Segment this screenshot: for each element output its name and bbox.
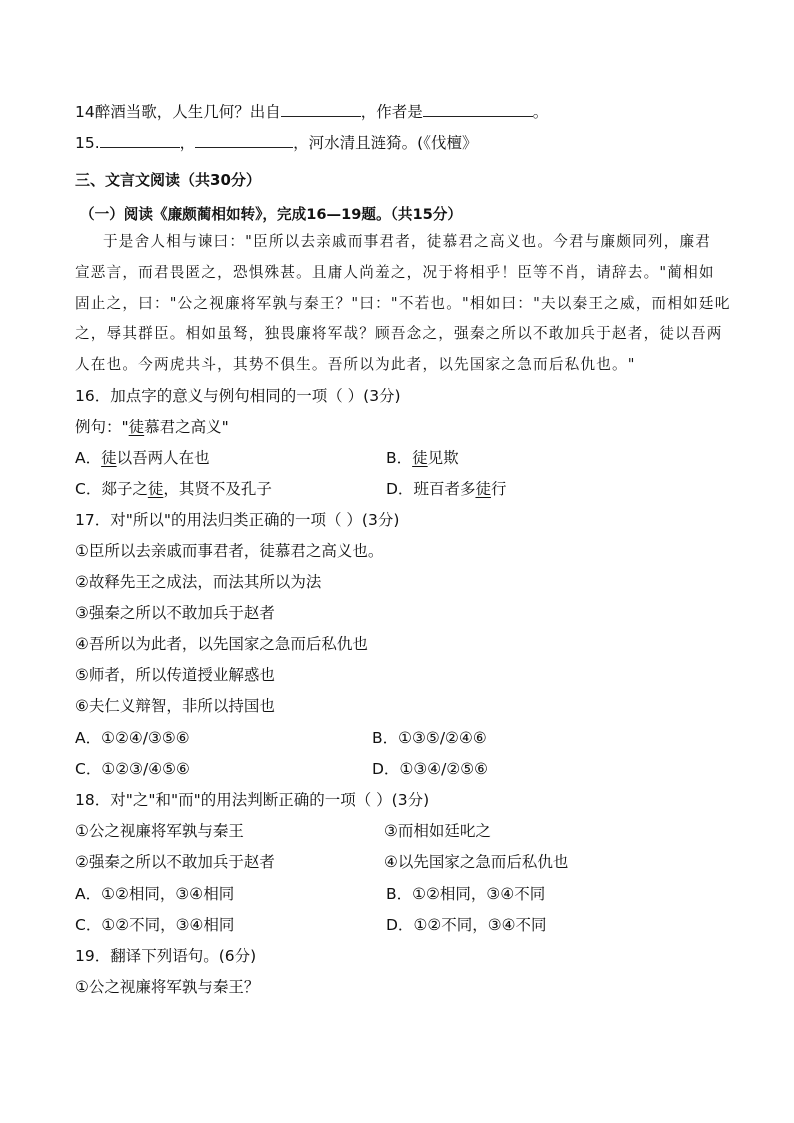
q14-text-post: 。 <box>532 103 549 121</box>
q18-option-b[interactable]: B．①②相同，③④不同 <box>386 885 546 903</box>
q16-stem: 16．加点字的意义与例句相同的一项（ ）(3分) <box>75 387 401 405</box>
subsection-1-title: （一）阅读《廉颇蔺相如转》，完成16—19题。（共15分） <box>80 206 462 223</box>
q17-option-d[interactable]: D．①③④/②⑤⑥ <box>372 760 489 778</box>
q17-item-5: ⑤师者，所以传道授业解惑也 <box>75 666 275 684</box>
q14-text-mid: ，作者是 <box>360 103 423 121</box>
q16-option-c[interactable]: C．郯子之徒，其贤不及孔子 <box>75 480 272 498</box>
q17-option-a[interactable]: A．①②④/③⑤⑥ <box>75 729 190 747</box>
q19-stem: 19．翻译下列语句。(6分) <box>75 947 257 965</box>
passage-line-1: 于是舍人相与谏曰："臣所以去亲戚而事君者，徒慕君之高义也。今君与廉颇同列，廉君 <box>103 233 712 250</box>
q17-item-6: ⑥夫仁义辩智，非所以持国也 <box>75 697 275 715</box>
passage-line-4: 之，辱其群臣。相如虽驽，独畏廉将军哉？顾吾念之，强秦之所以不敢加兵于赵者，徒以吾两 <box>75 325 723 342</box>
q15-text-post: ，河水清且涟猗。(《伐檀》 <box>293 134 478 152</box>
q17-stem: 17．对"所以"的用法归类正确的一项（ ）(3分) <box>75 511 400 529</box>
q18-stem: 18．对"之"和"而"的用法判断正确的一项（ ）(3分) <box>75 791 430 809</box>
q17-item-4: ④吾所以为此者，以先国家之急而后私仇也 <box>75 635 368 653</box>
q16-example: 例句："徒慕君之高义" <box>75 418 229 436</box>
q18-option-d[interactable]: D．①②不同，③④不同 <box>386 916 547 934</box>
passage-line-2: 宣恶言，而君畏匿之，恐惧殊甚。且庸人尚羞之，况于将相乎！臣等不肖，请辞去。"蔺相如 <box>75 264 715 281</box>
q19-item-1: ①公之视廉将军孰与秦王？ <box>75 978 260 996</box>
q18-item-3: ③而相如廷叱之 <box>384 822 491 840</box>
q17-item-1: ①臣所以去亲戚而事君者，徒慕君之高义也。 <box>75 542 384 560</box>
q18-option-a[interactable]: A．①②相同，③④相同 <box>75 885 235 903</box>
q18-item-2: ②强秦之所以不敢加兵于赵者 <box>75 853 275 871</box>
q14-blank-source[interactable] <box>281 101 361 117</box>
q16-example-key: 徒 <box>128 418 145 436</box>
q18-item-4: ④以先国家之急而后私仇也 <box>384 853 569 871</box>
q16-option-b[interactable]: B．徒见欺 <box>386 449 459 467</box>
q14-text-pre: 14醉酒当歌，人生几何？出自 <box>75 103 281 121</box>
q15-blank-2[interactable] <box>195 132 293 148</box>
q14-blank-author[interactable] <box>423 101 533 117</box>
passage-line-5: 人在也。今两虎共斗，其势不俱生。吾所以为此者，以先国家之急而后私仇也。" <box>75 356 636 373</box>
q17-item-2: ②故释先王之成法，而法其所以为法 <box>75 573 322 591</box>
q15-sep: ， <box>179 134 196 152</box>
question-14 <box>75 101 548 122</box>
q16-option-a[interactable]: A．徒以吾两人在也 <box>75 449 210 467</box>
passage-line-3: 固止之，曰："公之视廉将军孰与秦王？"曰："不若也。"相如曰："夫以秦王之威，而相如廷叱 <box>75 295 731 312</box>
q18-option-c[interactable]: C．①②不同，③④相同 <box>75 916 235 934</box>
question-15 <box>75 132 477 153</box>
q18-item-1: ①公之视廉将军孰与秦王 <box>75 822 244 840</box>
q17-item-3: ③强秦之所以不敢加兵于赵者 <box>75 604 275 622</box>
section-3-title: 三、文言文阅读（共30分） <box>75 171 261 189</box>
q16-option-d[interactable]: D．班百者多徒行 <box>386 480 507 498</box>
q15-number: 15. <box>75 134 100 152</box>
q15-blank-1[interactable] <box>100 132 180 148</box>
q17-option-c[interactable]: C．①②③/④⑤⑥ <box>75 760 190 778</box>
q17-option-b[interactable]: B．①③⑤/②④⑥ <box>372 729 487 747</box>
